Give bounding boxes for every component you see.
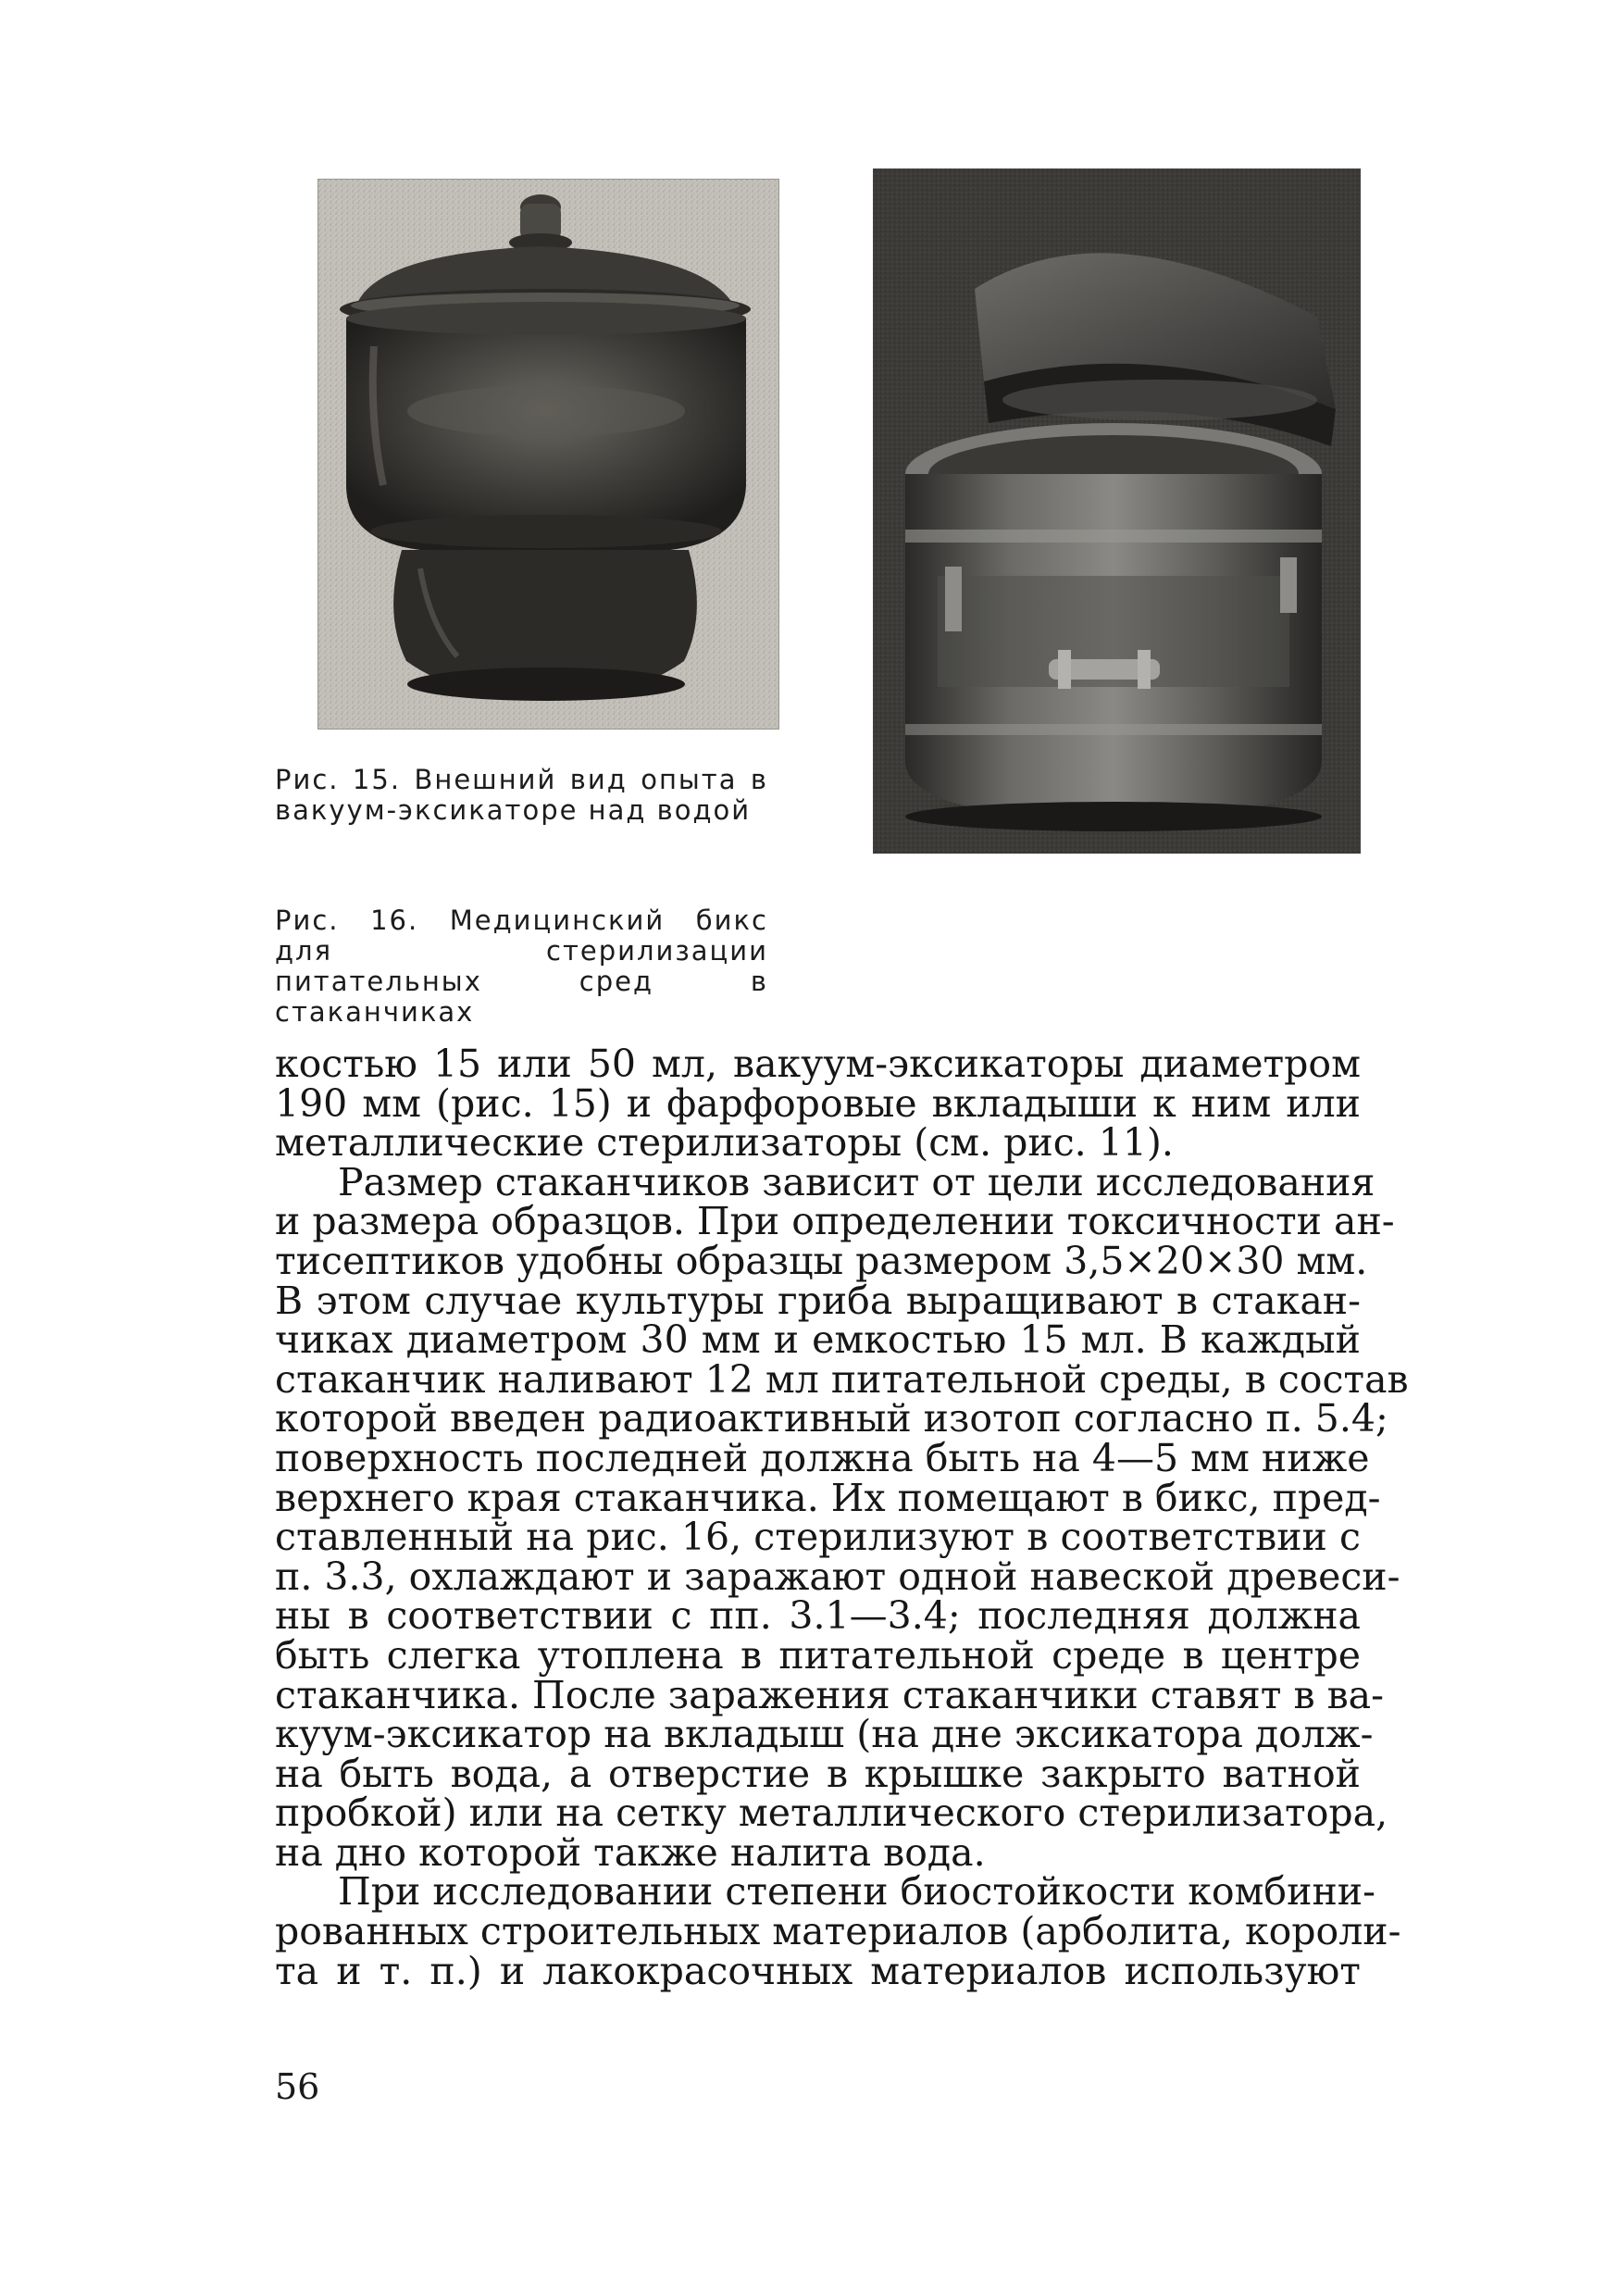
text-line: п. 3.3, охлаждают и заражают одной навеской древеси- — [275, 1554, 1400, 1599]
text-line: стаканчик наливают 12 мл питательной среды, в состав — [275, 1356, 1409, 1402]
text-line: чиках диаметром 30 мм и емкостью 15 мл. В каждый — [275, 1317, 1361, 1363]
text-line: Размер стаканчиков зависит от цели исследования — [338, 1159, 1375, 1204]
desiccator-illustration — [318, 180, 778, 729]
page-number: 56 — [275, 2066, 320, 2107]
bix-illustration — [873, 168, 1361, 854]
text-line: быть слегка утоплена в питательной среде в центре — [275, 1632, 1361, 1678]
text-line: металлические стерилизаторы (см. рис. 11). — [275, 1120, 1174, 1166]
figure-15-desiccator-photo — [317, 179, 779, 730]
text-line: костью 15 или 50 мл, вакуум-эксикаторы диаметром — [275, 1042, 1361, 1086]
text-line: на дно которой также налита вода. — [275, 1829, 986, 1875]
text-line: та и т. п.) и лакокрасочных материалов используют — [275, 1948, 1361, 1993]
text-line: стаканчика. После заражения стаканчики ставят в ва- — [275, 1672, 1384, 1717]
text-line: на быть вода, а отверстие в крышке закрыто ватной — [275, 1751, 1361, 1796]
figure-16-caption: Рис. 16. Медицинский бикс для стерилизации питательных сред в стаканчиках — [275, 905, 768, 1028]
text-line: куум-эксикатор на вкладыш (на дне эксикатора долж- — [275, 1712, 1374, 1757]
text-line: пробкой) или на сетку металлического стерилизатора, — [275, 1791, 1388, 1836]
text-line: В этом случае культуры гриба выращивают в стакан- — [275, 1278, 1361, 1323]
text-line: При исследовании степени биостойкости комбини- — [338, 1869, 1375, 1915]
text-line: тисептиков удобны образцы размером 3,5×20×30 мм. — [275, 1238, 1368, 1283]
figure-15-caption: Рис. 15. Внешний вид опыта в вакуум-эксикаторе над водой — [275, 764, 768, 826]
body-text — [275, 1042, 1409, 1993]
text-line: 190 мм (рис. 15) и фарфоровые вкладыши к ним или — [275, 1080, 1361, 1126]
text-line: и размера образцов. При определении токсичности ан- — [275, 1199, 1395, 1244]
text-line: ставленный на рис. 16, стерилизуют в соответствии с — [275, 1515, 1361, 1560]
text-line: которой введен радиоактивный изотоп согласно п. 5.4; — [275, 1396, 1388, 1441]
text-line: поверхность последней должна быть на 4—5 мм ниже — [275, 1435, 1370, 1480]
text-line: ны в соответствии с пп. 3.1—3.4; последняя должна — [275, 1593, 1361, 1639]
text-line: верхнего края стаканчика. Их помещают в бикс, пред- — [275, 1475, 1381, 1520]
text-line: рованных строительных материалов (арболита, короли- — [275, 1909, 1401, 1954]
figure-16-bix-photo — [873, 168, 1361, 854]
